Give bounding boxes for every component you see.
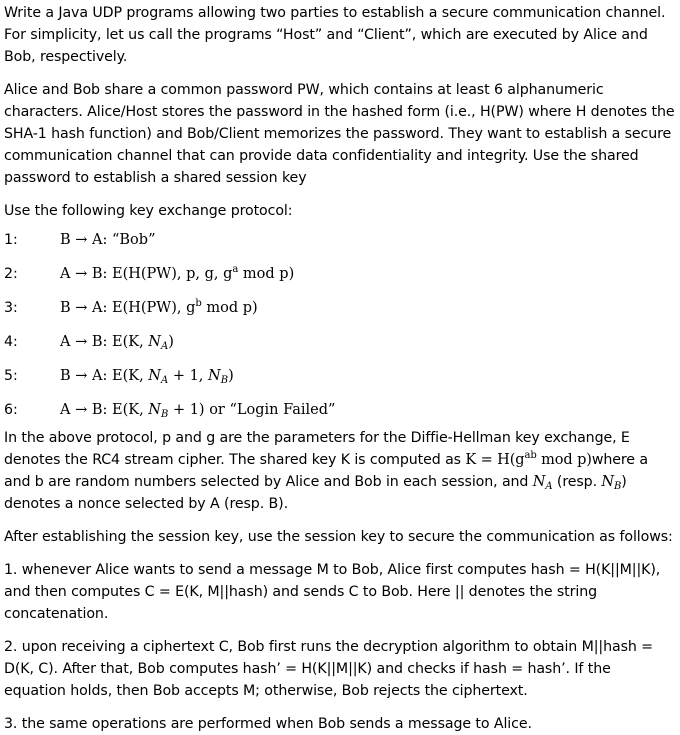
protocol-step bbox=[4, 223, 676, 257]
protocol-explanation-paragraph: In the above protocol, p and g are the parameters for the Diffie-Hellman key exchange, E denotes the RC4 stream cipher. The shared key K is computed as $K = H(g^{ab}$ mod p)where a and b are random numbers selected by Alice and Bob in each session, and $N_A$ (resp. $N_B$) denotes a nonce selected by A (resp. B). bbox=[4, 430, 648, 512]
assignment-document bbox=[4, 0, 676, 735]
intro-paragraph: Write a Java UDP programs allowing two parties to establish a secure communication channel. For simplicity, let us call the programs “Host” and “Client”, which are executed by Alice and Bob, respectively. bbox=[4, 5, 666, 65]
protocol-step bbox=[4, 359, 676, 393]
protocol-step bbox=[4, 257, 676, 291]
step-message: A → B: E(K, $N_B + 1$) or “Login Failed” bbox=[60, 402, 336, 420]
protocol-heading: Use the following key exchange protocol: bbox=[4, 203, 293, 219]
step-message: A → B: E(H(PW), p, g, $g^a$ mod p) bbox=[60, 264, 295, 282]
step-message: A → B: E(K, $N_A$) bbox=[60, 334, 174, 352]
step-number: 6: bbox=[4, 402, 18, 418]
protocol-step bbox=[4, 325, 676, 359]
step-message: B → A: “Bob” bbox=[60, 232, 156, 248]
step-number: 1: bbox=[4, 232, 18, 248]
step-message: B → A: E(H(PW), $g^b$ mod p) bbox=[60, 298, 258, 316]
step-number: 3: bbox=[4, 300, 18, 316]
password-paragraph: Alice and Bob share a common password PW, which contains at least 6 alphanumeric characters. Alice/Host stores the password in the hashed form (i.e., H(PW) where H denotes the SHA-1 hash function) and Bob/Client memorizes the password. They want to establish a secure communication channel that can provide data confidentiality and integrity. Use the shared password to establish a shared session key bbox=[4, 82, 675, 186]
rule-1-paragraph: 1. whenever Alice wants to send a message M to Bob, Alice first computes hash = H(K||M||K), and then computes C = E(K, M||hash) and sends C to Bob. Here || denotes the string concatenation. bbox=[4, 562, 661, 622]
step-number: 2: bbox=[4, 266, 18, 282]
step-number: 4: bbox=[4, 334, 18, 350]
session-key-usage-paragraph: After establishing the session key, use the session key to secure the communication as follows: bbox=[4, 529, 673, 545]
rule-2-paragraph: 2. upon receiving a ciphertext C, Bob first runs the decryption algorithm to obtain M||hash = D(K, C). After that, Bob computes hash’ = H(K||M||K) and checks if hash = hash’. If the equation holds, then Bob accepts M; otherwise, Bob rejects the ciphertext. bbox=[4, 639, 653, 699]
rule-3-paragraph: 3. the same operations are performed when Bob sends a message to Alice. bbox=[4, 716, 532, 732]
protocol-step bbox=[4, 393, 676, 427]
protocol-step bbox=[4, 291, 676, 325]
step-number: 5: bbox=[4, 368, 18, 384]
protocol-steps bbox=[4, 223, 676, 427]
step-message: B → A: E(K, $N_A + 1$, $N_B$) bbox=[60, 368, 234, 386]
